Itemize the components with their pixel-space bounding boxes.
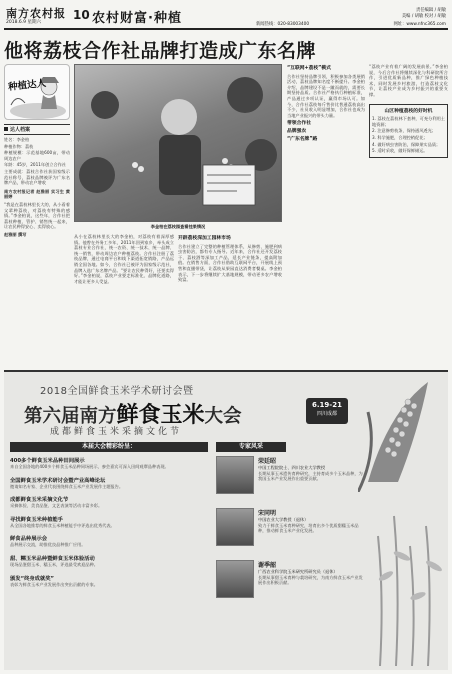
corn-icon xyxy=(358,372,448,492)
event-item xyxy=(10,495,208,509)
profile-item: 主要成就：荔枝合作社获国家级示范社称号，荔枝品牌被评为广东名牌产品，带动农户增收 xyxy=(4,168,70,186)
article-col-b xyxy=(178,234,282,368)
photo-scene xyxy=(75,65,282,222)
event-title: 颁发“终身成就奖” xyxy=(10,575,55,582)
event-title: 400多个鲜食玉米品种田间展示 xyxy=(10,458,85,464)
expert-name: 谢季韶 xyxy=(258,562,277,569)
event-title: 鲜食品种展示会 xyxy=(10,536,48,543)
col-c-subhead-1: 带领合作社 xyxy=(287,121,311,127)
ad-title-highlight: 鲜食玉米 xyxy=(116,402,205,428)
badge-title: 种植达人 xyxy=(7,78,47,93)
expert-title: 广西农业科学院玉米研究所研究员（退休） xyxy=(258,569,338,574)
event-desc: 表彰为鲜食玉米产业发展作出突出贡献的专家。 xyxy=(10,581,98,587)
expert-name: 荣廷昭 xyxy=(258,458,277,465)
col-c-text: 合作社坚持品牌引领，积极参加各类展销活动，荔枝品牌知名度不断提升。李金柏介绍，品牌建设不是一蹴而就的，需要长期坚持品质。合作社严格执行种植标准，产品通过多项认证，赢得市场认可。如今，合作社荔枝每斤售价比普通荔枝高出不少，社员收入明显增加，合作社也成为当地产业振兴的带头力量。 xyxy=(287,73,365,118)
tips-box-title: 山区种植荔枝的好时机 xyxy=(384,108,433,114)
event-item xyxy=(10,534,208,548)
expert-photo xyxy=(216,560,254,598)
event-desc: 采摘体验、美食品鉴、文艺表演等活动丰富多彩。 xyxy=(10,503,103,509)
expert-card xyxy=(216,560,366,598)
profile-item: 种植作物：荔枝 xyxy=(4,143,34,149)
event-desc: 品种展示交流，助推优良品种推广应用。 xyxy=(10,542,86,548)
expert-card xyxy=(216,456,366,494)
event-title: 寻找鲜食玉米种植能手 xyxy=(10,516,63,523)
tips-item: 2. 注意修剪枝条，保持通风透光； xyxy=(372,128,436,134)
event-item xyxy=(10,476,208,490)
square-icon xyxy=(4,127,8,131)
expert-desc: 长期从事玉米遗传育种研究，主持育成多个玉米品种，为我国玉米产业发展作出重要贡献。 xyxy=(258,470,363,482)
col-b-text: 合作社建立了完整的种植管理体系，从修剪、施肥到病虫害防治，都有专人指导。近年来，合作社还开发荔枝干、荔枝酒等深加工产品，延长产业链条，提高附加值。在销售方面，合作社借助互联网平台，开展线上预售和直播带货，让荔枝从果园直达消费者餐桌。李金柏表示，下一步将继续扩大基地规模，带动更多农户增收致富。 xyxy=(178,243,282,283)
ad-topline: 2018全国鲜食玉米学术研讨会暨 xyxy=(40,386,194,397)
date-badge xyxy=(306,398,348,424)
headline: 他将荔枝合作社品牌打造成广东名牌 xyxy=(4,40,317,62)
badge-graphic xyxy=(4,64,70,120)
event-title: 甜、糯玉米品种暨鲜食玉米体验活动 xyxy=(10,555,95,562)
corn-conference-ad xyxy=(4,370,448,670)
issue-date: 2018.6.9 星期六 xyxy=(6,20,41,25)
experts-list xyxy=(216,456,366,668)
expert-desc: 长期从事甜玉米育种与栽培研究，为南方鲜食玉米产业发展作出积极贡献。 xyxy=(258,574,363,586)
event-title: 全国鲜食玉米学术研讨会暨产业高峰论坛 xyxy=(10,477,106,484)
event-desc: 邀请知名专家、企业代表围绕鲜食玉米产业发展作主题报告。 xyxy=(10,483,124,489)
event-desc: 从全国各地推荐的鲜食玉米种植能手中评选出优秀代表。 xyxy=(10,522,115,528)
col-c-subhead-3: “广东名牌”路 xyxy=(287,136,318,142)
date-badge-date: 6.19-21 xyxy=(312,401,342,409)
photo-caption: 李金柏在荔枝园查看挂果情况 xyxy=(150,224,206,229)
tips-item: 5. 适时采收，做好保鲜储运。 xyxy=(372,148,428,154)
col-d-text: “荔枝产业有着广阔的发展前景。”李金柏说，今后合作社将继续深化与科研院所合作，引进优质新品种，推广绿色种植技术，同时发展乡村旅游，打造荔枝文化节，让荔枝产业成为乡村振兴的重要支撑。 xyxy=(369,64,448,97)
tips-item: 3. 科学施肥，合理控梢促花； xyxy=(372,134,428,140)
website: 网址：www.nfnc365.com xyxy=(393,22,446,27)
event-item xyxy=(10,515,208,529)
experts-header: 专家风采 xyxy=(216,442,286,452)
editor-line2: 美编 / 胡敏 校对 / 胡敏 xyxy=(401,14,446,19)
profile-item: 种植规模：示范基地600亩，带动周边农户 xyxy=(4,150,70,161)
tips-box xyxy=(369,104,448,158)
expert-photo xyxy=(216,456,254,494)
main-photo xyxy=(74,64,282,222)
article-col-a xyxy=(74,234,174,368)
col-b-subhead-2: “互联网+荔枝”模式 xyxy=(287,66,331,71)
corn-field-icon xyxy=(370,496,446,666)
events-header: 本届大会精彩纷呈： xyxy=(10,442,208,452)
expert-card xyxy=(216,508,366,546)
tips-item: 4. 做好病虫害防治，保障果实品质； xyxy=(372,141,441,147)
col-b-subhead-1: 开辟荔枝深加工园林市场 xyxy=(178,236,231,241)
col-a-text: 从小在荔枝林里长大的李金柏，对荔枝有着深厚感情。他曾在外务工多年，2011年回到家乡，牵头成立荔枝专业合作社，统一农资、统一技术、统一品牌、统一销售，带动周边农户种植荔枝。合作社注册了荔枝品牌，通过电商平台和线下渠道拓宽销路，产品远销全国各地。如今，合作社已被评为国家级示范社，品牌入选广东名牌产品。“要让农民种得好，还要卖得好。”李金柏说，荔枝产业要走标准化、品牌化道路，才能让更多人受益。 xyxy=(74,234,174,284)
hotline: 新闻热线：020-83003400 xyxy=(256,22,310,27)
events-list xyxy=(10,456,208,668)
profile-label xyxy=(4,124,70,135)
event-item xyxy=(10,554,208,568)
ad-subtitle: 成都鲜食玉米采摘文化节 xyxy=(50,427,183,437)
masthead xyxy=(4,4,448,30)
page-number: 10 xyxy=(73,8,90,22)
profile-label-text: 达人档案 xyxy=(10,127,31,133)
col-c-subhead-2: 品牌强农 xyxy=(287,128,307,134)
sidebar xyxy=(4,64,70,368)
expert-name: 宋同明 xyxy=(258,510,277,517)
sidebar-byline: 赵雅丽 撰写 xyxy=(4,231,27,237)
profile-item: 年龄：45岁，2011年创立合作社 xyxy=(4,162,67,168)
sidebar-intro: “我是在荔枝林里长大的，从小看着父辈种荔枝，对荔枝有特殊的感情。”李金柏说，这些年，合作社把荔枝种植、管护、销售统一起来，让农民种得安心、卖得放心。 xyxy=(4,201,70,230)
profile-list xyxy=(4,137,70,186)
event-desc: 现场品鉴甜玉米、糯玉米，评选最受欢迎品种。 xyxy=(10,561,98,567)
expert-title: 中国工程院院士、四川农业大学教授 xyxy=(258,465,326,470)
date-badge-location: 四川成都 xyxy=(316,411,337,417)
event-item xyxy=(10,574,208,588)
event-title: 成都鲜食玉米采摘文化节 xyxy=(10,497,69,504)
ad-title-text: 第六届南方鲜食玉米大会 xyxy=(24,402,242,428)
article-col-c xyxy=(287,64,365,368)
expert-title: 中国农业大学教授（退休） xyxy=(258,517,309,522)
editor-line1: 责任编辑 / 胡敏 xyxy=(416,8,446,13)
reporter-credit: 南方农村报记者 赵雅丽 实习生 黄丽婷 xyxy=(4,188,70,200)
article-col-d xyxy=(369,64,448,368)
event-desc: 来自全国各地的400多个鲜食玉米品种同场展示，参会嘉宾可深入田间观摩品种表现。 xyxy=(10,464,169,469)
profile-item: 姓名：李金柏 xyxy=(4,137,30,142)
event-item xyxy=(10,456,208,470)
farmer-icon xyxy=(5,65,70,120)
expert-desc: 致力于鲜食玉米育种研究，培育出多个优质甜糯玉米品种，推动鲜食玉米产业化发展。 xyxy=(258,522,359,534)
logo: 南方农村报 xyxy=(6,7,66,20)
expert-photo xyxy=(216,508,254,546)
tips-item: 1. 荔枝在荔枝林下套种，可充分利用土地资源； xyxy=(372,116,445,127)
section-title: 农村财富·种植 xyxy=(92,11,182,26)
